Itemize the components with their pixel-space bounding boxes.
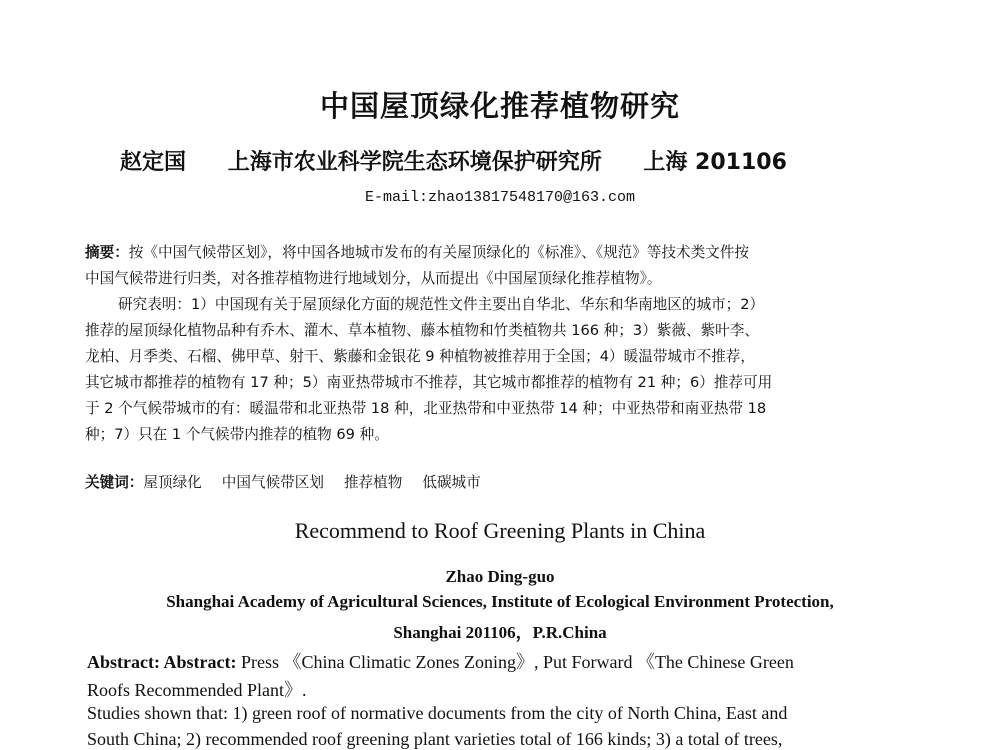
affiliation-en-location: Shanghai 201106，P.R.China: [393, 623, 607, 642]
keyword-item: 推荐植物: [343, 474, 403, 491]
author-name-cn: 赵定国: [120, 150, 187, 175]
abstract-cn-line-6: 其它城市都推荐的植物有 17 种；5）南亚热带城市不推荐，其它城市都推荐的植物有 21 种；6）推荐可用: [85, 374, 773, 391]
abstract-cn-line-4: 推荐的屋顶绿化植物品种有乔木、灌木、草本植物、藤本植物和竹类植物共 166 种；3）紫薇、紫叶李、: [85, 322, 759, 339]
abstract-en-line-1: Abstract: Abstract: Press 《China Climatic Zones Zoning》, Put Forward 《The Chinese Green: [87, 652, 794, 672]
keywords-cn: [85, 470, 481, 495]
abstract-cn-label: 摘要：: [85, 244, 129, 261]
keyword-item: 中国气候带区划: [221, 474, 324, 491]
abstract-en-line-3: Studies shown that: 1) green roof of normative documents from the city of North China, East and: [87, 703, 788, 723]
author-email: E-mail:zhao13817548170@163.com: [364, 189, 636, 206]
abstract-cn-line-7: 于 2 个气候带城市的有：暖温带和北亚热带 18 种，北亚热带和中亚热带 14 种；中亚热带和南亚热带 18: [85, 400, 767, 417]
abstract-cn-line-8: 种；7）只在 1 个气候带内推荐的植物 69 种。: [85, 426, 389, 443]
abstract-en-label: Abstract: Abstract:: [87, 652, 237, 672]
author-location-cn: 上海 201106: [643, 150, 787, 175]
keywords-cn-label: 关键词：: [85, 474, 144, 491]
paper-title-cn: 中国屋顶绿化推荐植物研究: [319, 89, 680, 123]
abstract-en-line-4: South China; 2) recommended roof greening plant varieties total of 166 kinds; 3) a total of trees,: [87, 729, 783, 749]
abstract-cn-line-2: 中国气候带进行归类，对各推荐植物进行地域划分，从而提出《中国屋顶绿化推荐植物》。: [85, 270, 662, 287]
author-institute-cn: 上海市农业科学院生态环境保护研究所: [227, 150, 602, 175]
abstract-cn-line-1: 摘要：按《中国气候带区划》，将中国各地城市发布的有关屋顶绿化的《标准》、《规范》等技术类文件按: [85, 244, 750, 261]
paper-title-en: Recommend to Roof Greening Plants in China: [294, 518, 706, 543]
affiliation-en: Shanghai Academy of Agricultural Sciences, Institute of Ecological Environment Protection,: [166, 592, 834, 611]
abstract-cn-line-3: 研究表明：1）中国现有关于屋顶绿化方面的规范性文件主要出自华北、华东和华南地区的城市；2）: [118, 296, 765, 313]
keyword-item: 屋顶绿化: [143, 474, 202, 491]
author-line-cn: [120, 145, 787, 176]
author-name-en: Zhao Ding-guo: [445, 567, 555, 586]
abstract-en-line-2: Roofs Recommended Plant》.: [87, 680, 307, 700]
abstract-cn-line-5: 龙柏、月季类、石榴、佛甲草、射干、紫藤和金银花 9 种植物被推荐用于全国；4）暖温带城市不推荐，: [85, 348, 755, 365]
keyword-item: 低碳城市: [422, 474, 481, 491]
